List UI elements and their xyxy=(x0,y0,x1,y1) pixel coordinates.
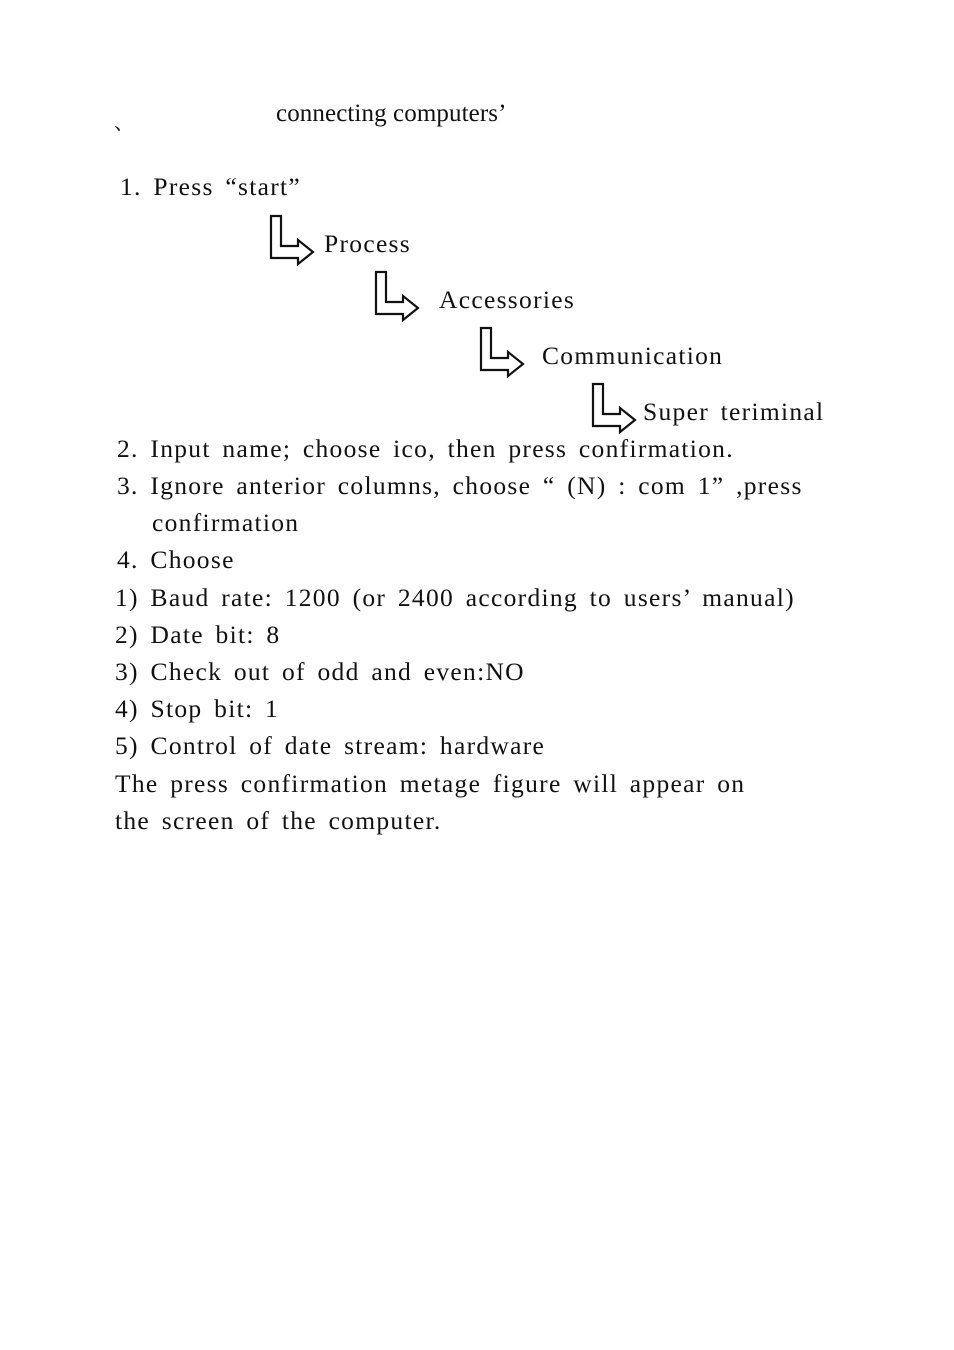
setting-parity: 3) Check out of odd and even:NO xyxy=(115,657,525,686)
menu-path-label: Accessories xyxy=(439,285,576,314)
closing-line-1: The press confirmation metage figure will appear on xyxy=(115,769,746,798)
step-3-line-2: confirmation xyxy=(152,508,300,537)
menu-path-item-super-terminal xyxy=(590,382,824,434)
setting-data-bit: 2) Date bit: 8 xyxy=(115,620,281,649)
menu-path-label: Process xyxy=(324,229,412,258)
menu-path-item-process xyxy=(268,214,411,266)
setting-flow-control: 5) Control of date stream: hardware xyxy=(115,731,546,760)
step-4: 4. Choose xyxy=(117,545,235,574)
corner-arrow-icon xyxy=(373,270,421,322)
setting-stop-bit: 4) Stop bit: 1 xyxy=(115,694,280,723)
section-heading: connecting computers’ xyxy=(276,100,507,127)
step-1: 1. Press “start” xyxy=(120,172,302,201)
closing-line-2: the screen of the computer. xyxy=(115,806,442,835)
step-3-line-1: 3. Ignore anterior columns, choose “ (N) : com 1” ,press xyxy=(117,471,803,500)
menu-path-label: Super teriminal xyxy=(643,397,825,426)
menu-path-item-communication xyxy=(478,326,723,378)
corner-arrow-icon xyxy=(268,214,316,266)
step-2: 2. Input name; choose ico, then press confirmation. xyxy=(117,434,734,463)
heading-mark: 、 xyxy=(114,112,134,134)
corner-arrow-icon xyxy=(590,382,638,434)
menu-path-item-accessories xyxy=(373,270,575,322)
setting-baud-rate: 1) Baud rate: 1200 (or 2400 according to users’ manual) xyxy=(115,583,795,612)
corner-arrow-icon xyxy=(478,326,526,378)
menu-path-label: Communication xyxy=(542,341,724,370)
